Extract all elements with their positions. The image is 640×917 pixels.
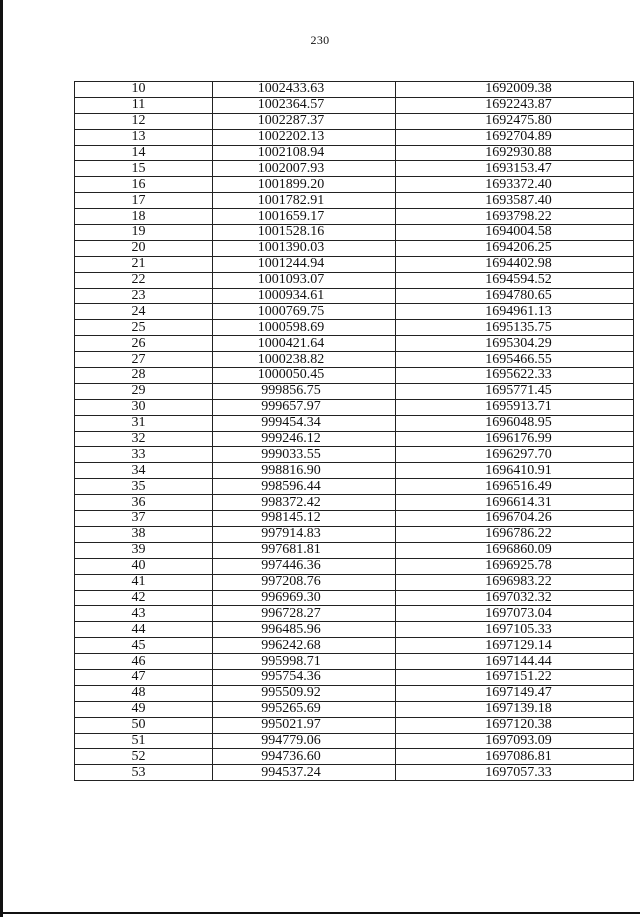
table-row — [75, 749, 634, 765]
y-coordinate-cell: 1697057.33 — [396, 765, 634, 781]
point-number-cell: 15 — [75, 161, 213, 177]
x-coordinate-cell: 1000769.75 — [213, 304, 396, 320]
table-row — [75, 304, 634, 320]
table-row — [75, 399, 634, 415]
point-number-cell: 52 — [75, 749, 213, 765]
point-number-cell: 51 — [75, 733, 213, 749]
x-coordinate-cell: 1002007.93 — [213, 161, 396, 177]
y-coordinate-cell: 1696048.95 — [396, 415, 634, 431]
scan-edge-bottom — [0, 912, 640, 914]
point-number-cell: 34 — [75, 463, 213, 479]
y-coordinate-cell: 1696516.49 — [396, 479, 634, 495]
table-row — [75, 193, 634, 209]
x-coordinate-cell: 998816.90 — [213, 463, 396, 479]
y-coordinate-cell: 1692009.38 — [396, 82, 634, 98]
point-number-cell: 30 — [75, 399, 213, 415]
x-coordinate-cell: 1002287.37 — [213, 113, 396, 129]
table-row — [75, 145, 634, 161]
point-number-cell: 25 — [75, 320, 213, 336]
table-row — [75, 97, 634, 113]
y-coordinate-cell: 1697149.47 — [396, 685, 634, 701]
x-coordinate-cell: 1001244.94 — [213, 256, 396, 272]
y-coordinate-cell: 1696176.99 — [396, 431, 634, 447]
point-number-cell: 12 — [75, 113, 213, 129]
point-number-cell: 53 — [75, 765, 213, 781]
coordinates-table — [74, 81, 634, 781]
point-number-cell: 10 — [75, 82, 213, 98]
y-coordinate-cell: 1695622.33 — [396, 368, 634, 384]
table-row — [75, 431, 634, 447]
table-row — [75, 352, 634, 368]
y-coordinate-cell: 1693798.22 — [396, 209, 634, 225]
point-number-cell: 32 — [75, 431, 213, 447]
y-coordinate-cell: 1694206.25 — [396, 240, 634, 256]
point-number-cell: 29 — [75, 383, 213, 399]
point-number-cell: 24 — [75, 304, 213, 320]
point-number-cell: 37 — [75, 511, 213, 527]
x-coordinate-cell: 1000421.64 — [213, 336, 396, 352]
y-coordinate-cell: 1692930.88 — [396, 145, 634, 161]
point-number-cell: 43 — [75, 606, 213, 622]
table-row — [75, 161, 634, 177]
x-coordinate-cell: 997446.36 — [213, 558, 396, 574]
x-coordinate-cell: 999856.75 — [213, 383, 396, 399]
x-coordinate-cell: 1001782.91 — [213, 193, 396, 209]
y-coordinate-cell: 1694402.98 — [396, 256, 634, 272]
y-coordinate-cell: 1697129.14 — [396, 638, 634, 654]
scan-edge-left — [0, 0, 3, 917]
table-row — [75, 209, 634, 225]
point-number-cell: 48 — [75, 685, 213, 701]
y-coordinate-cell: 1696786.22 — [396, 526, 634, 542]
x-coordinate-cell: 1001093.07 — [213, 272, 396, 288]
table-row — [75, 717, 634, 733]
x-coordinate-cell: 995754.36 — [213, 669, 396, 685]
x-coordinate-cell: 998372.42 — [213, 495, 396, 511]
table-row — [75, 733, 634, 749]
x-coordinate-cell: 997208.76 — [213, 574, 396, 590]
x-coordinate-cell: 1001659.17 — [213, 209, 396, 225]
table-row — [75, 463, 634, 479]
point-number-cell: 16 — [75, 177, 213, 193]
y-coordinate-cell: 1694961.13 — [396, 304, 634, 320]
x-coordinate-cell: 995265.69 — [213, 701, 396, 717]
y-coordinate-cell: 1695135.75 — [396, 320, 634, 336]
point-number-cell: 18 — [75, 209, 213, 225]
point-number-cell: 33 — [75, 447, 213, 463]
x-coordinate-cell: 994537.24 — [213, 765, 396, 781]
y-coordinate-cell: 1696860.09 — [396, 542, 634, 558]
table-row — [75, 336, 634, 352]
point-number-cell: 50 — [75, 717, 213, 733]
x-coordinate-cell: 995021.97 — [213, 717, 396, 733]
x-coordinate-cell: 1001390.03 — [213, 240, 396, 256]
x-coordinate-cell: 997914.83 — [213, 526, 396, 542]
table-row — [75, 368, 634, 384]
y-coordinate-cell: 1692704.89 — [396, 129, 634, 145]
table-row — [75, 447, 634, 463]
table-row — [75, 383, 634, 399]
table-row — [75, 558, 634, 574]
point-number-cell: 27 — [75, 352, 213, 368]
point-number-cell: 21 — [75, 256, 213, 272]
y-coordinate-cell: 1697073.04 — [396, 606, 634, 622]
x-coordinate-cell: 994736.60 — [213, 749, 396, 765]
y-coordinate-cell: 1692243.87 — [396, 97, 634, 113]
table-row — [75, 415, 634, 431]
y-coordinate-cell: 1696297.70 — [396, 447, 634, 463]
x-coordinate-cell: 996969.30 — [213, 590, 396, 606]
table-row — [75, 479, 634, 495]
point-number-cell: 45 — [75, 638, 213, 654]
y-coordinate-cell: 1696925.78 — [396, 558, 634, 574]
point-number-cell: 36 — [75, 495, 213, 511]
point-number-cell: 38 — [75, 526, 213, 542]
table-row — [75, 272, 634, 288]
y-coordinate-cell: 1697139.18 — [396, 701, 634, 717]
table-row — [75, 526, 634, 542]
y-coordinate-cell: 1695913.71 — [396, 399, 634, 415]
y-coordinate-cell: 1696983.22 — [396, 574, 634, 590]
table-row — [75, 82, 634, 98]
table-row — [75, 113, 634, 129]
table-row — [75, 129, 634, 145]
x-coordinate-cell: 996242.68 — [213, 638, 396, 654]
table-row — [75, 177, 634, 193]
table-row — [75, 320, 634, 336]
x-coordinate-cell: 997681.81 — [213, 542, 396, 558]
x-coordinate-cell: 998145.12 — [213, 511, 396, 527]
point-number-cell: 11 — [75, 97, 213, 113]
x-coordinate-cell: 999246.12 — [213, 431, 396, 447]
table-row — [75, 574, 634, 590]
x-coordinate-cell: 999033.55 — [213, 447, 396, 463]
x-coordinate-cell: 1002202.13 — [213, 129, 396, 145]
y-coordinate-cell: 1694594.52 — [396, 272, 634, 288]
x-coordinate-cell: 1002108.94 — [213, 145, 396, 161]
point-number-cell: 49 — [75, 701, 213, 717]
y-coordinate-cell: 1693587.40 — [396, 193, 634, 209]
x-coordinate-cell: 999454.34 — [213, 415, 396, 431]
x-coordinate-cell: 998596.44 — [213, 479, 396, 495]
y-coordinate-cell: 1692475.80 — [396, 113, 634, 129]
x-coordinate-cell: 1002364.57 — [213, 97, 396, 113]
point-number-cell: 39 — [75, 542, 213, 558]
table-row — [75, 606, 634, 622]
point-number-cell: 41 — [75, 574, 213, 590]
table-row — [75, 240, 634, 256]
y-coordinate-cell: 1697144.44 — [396, 654, 634, 670]
point-number-cell: 14 — [75, 145, 213, 161]
x-coordinate-cell: 1000238.82 — [213, 352, 396, 368]
point-number-cell: 17 — [75, 193, 213, 209]
y-coordinate-cell: 1694004.58 — [396, 225, 634, 241]
page-number: 230 — [310, 33, 330, 47]
point-number-cell: 35 — [75, 479, 213, 495]
table-row — [75, 701, 634, 717]
table-row — [75, 685, 634, 701]
table-row — [75, 511, 634, 527]
x-coordinate-cell: 996728.27 — [213, 606, 396, 622]
y-coordinate-cell: 1695304.29 — [396, 336, 634, 352]
table-row — [75, 765, 634, 781]
y-coordinate-cell: 1697120.38 — [396, 717, 634, 733]
x-coordinate-cell: 995998.71 — [213, 654, 396, 670]
point-number-cell: 22 — [75, 272, 213, 288]
y-coordinate-cell: 1696704.26 — [396, 511, 634, 527]
point-number-cell: 44 — [75, 622, 213, 638]
x-coordinate-cell: 995509.92 — [213, 685, 396, 701]
x-coordinate-cell: 1000050.45 — [213, 368, 396, 384]
table-body — [75, 82, 634, 781]
point-number-cell: 28 — [75, 368, 213, 384]
point-number-cell: 19 — [75, 225, 213, 241]
point-number-cell: 20 — [75, 240, 213, 256]
x-coordinate-cell: 999657.97 — [213, 399, 396, 415]
point-number-cell: 47 — [75, 669, 213, 685]
point-number-cell: 46 — [75, 654, 213, 670]
table-row — [75, 288, 634, 304]
y-coordinate-cell: 1697151.22 — [396, 669, 634, 685]
y-coordinate-cell: 1697105.33 — [396, 622, 634, 638]
y-coordinate-cell: 1697032.32 — [396, 590, 634, 606]
x-coordinate-cell: 1001528.16 — [213, 225, 396, 241]
table-row — [75, 225, 634, 241]
y-coordinate-cell: 1696614.31 — [396, 495, 634, 511]
point-number-cell: 40 — [75, 558, 213, 574]
table-row — [75, 495, 634, 511]
table-row — [75, 590, 634, 606]
table-row — [75, 622, 634, 638]
y-coordinate-cell: 1695771.45 — [396, 383, 634, 399]
point-number-cell: 26 — [75, 336, 213, 352]
point-number-cell: 31 — [75, 415, 213, 431]
table-row — [75, 542, 634, 558]
y-coordinate-cell: 1693372.40 — [396, 177, 634, 193]
y-coordinate-cell: 1693153.47 — [396, 161, 634, 177]
point-number-cell: 42 — [75, 590, 213, 606]
y-coordinate-cell: 1694780.65 — [396, 288, 634, 304]
y-coordinate-cell: 1695466.55 — [396, 352, 634, 368]
x-coordinate-cell: 1000934.61 — [213, 288, 396, 304]
table-row — [75, 638, 634, 654]
x-coordinate-cell: 994779.06 — [213, 733, 396, 749]
table-row — [75, 654, 634, 670]
x-coordinate-cell: 996485.96 — [213, 622, 396, 638]
y-coordinate-cell: 1696410.91 — [396, 463, 634, 479]
x-coordinate-cell: 1002433.63 — [213, 82, 396, 98]
point-number-cell: 23 — [75, 288, 213, 304]
point-number-cell: 13 — [75, 129, 213, 145]
table-row — [75, 256, 634, 272]
x-coordinate-cell: 1001899.20 — [213, 177, 396, 193]
y-coordinate-cell: 1697093.09 — [396, 733, 634, 749]
y-coordinate-cell: 1697086.81 — [396, 749, 634, 765]
table-row — [75, 669, 634, 685]
x-coordinate-cell: 1000598.69 — [213, 320, 396, 336]
